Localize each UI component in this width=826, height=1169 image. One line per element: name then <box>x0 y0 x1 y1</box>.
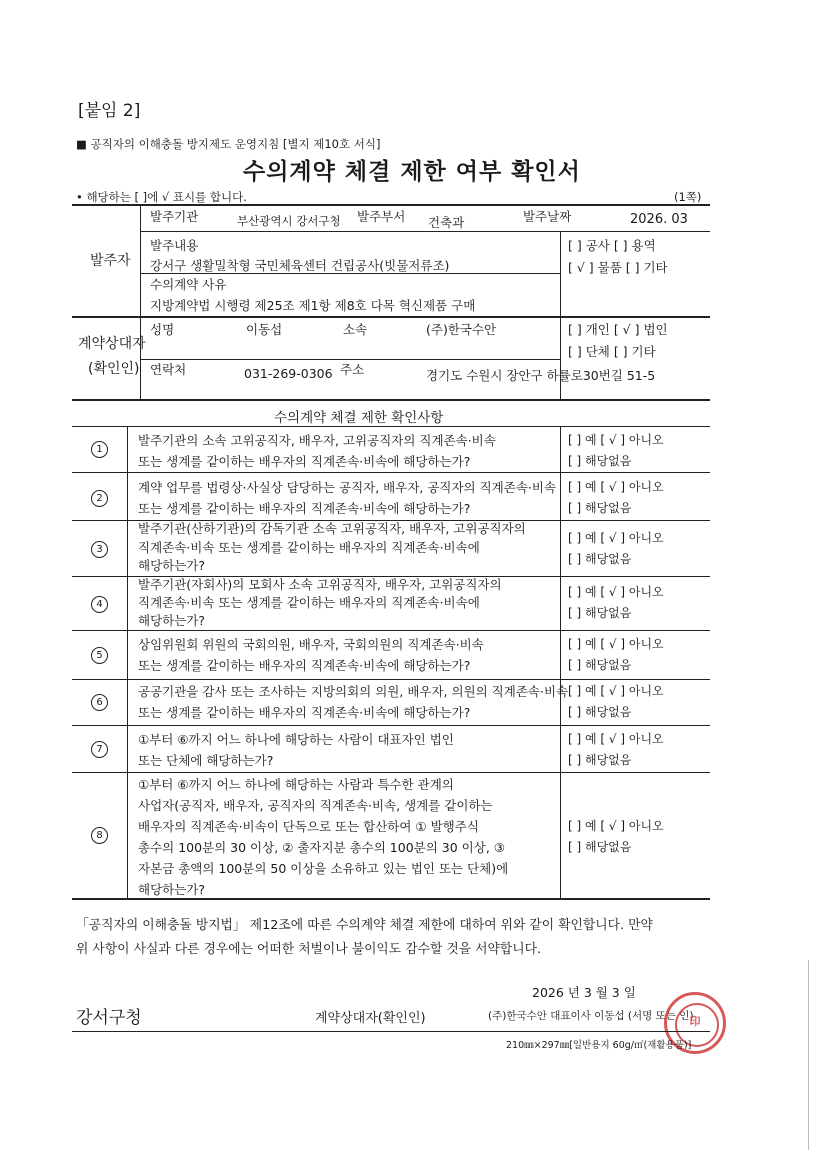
item-question <box>138 520 526 576</box>
item-question <box>138 729 454 771</box>
contact-value: 031-269-0306 <box>244 366 333 381</box>
item-number: 6 <box>91 694 108 711</box>
seal-text: 印 <box>689 1015 701 1028</box>
item-answer <box>568 816 664 858</box>
instruction: • 해당하는 [ ]에 √ 표시를 합니다. <box>76 190 247 204</box>
attachment-label: [붙임 2] <box>78 101 141 121</box>
answer-na: [ ] 해당없음 <box>568 705 632 719</box>
name-value: 이동섭 <box>246 322 283 337</box>
item-question <box>138 477 556 519</box>
item-number: 8 <box>91 827 108 844</box>
question-line: ①부터 ⑥까지 어느 하나에 해당하는 사람과 특수한 관계의 <box>138 777 454 792</box>
item-number: 7 <box>91 741 108 758</box>
statement-line: 「공직자의 이해충돌 방지법」 제12조에 따른 수의계약 체결 제한에 대하여 위와 같이 확인합니다. 만약 <box>76 918 653 933</box>
item-answer <box>568 681 664 723</box>
client-type-row2: [ √ ] 물품 [ ] 기타 <box>568 260 668 275</box>
answer-yes-no: [ ] 예 [ √ ] 아니오 <box>568 433 664 447</box>
page-title: 수의계약 체결 제한 여부 확인서 <box>243 159 581 185</box>
row-divider <box>72 630 710 631</box>
contractor-type-row1: [ ] 개인 [ √ ] 법인 <box>568 322 668 337</box>
item-number: 5 <box>91 647 108 664</box>
section-divider <box>72 316 710 318</box>
item-question <box>138 576 502 630</box>
column-divider <box>127 426 128 899</box>
question-line: 상임위원회 위원의 국회의원, 배우자, 국회의원의 직계존속·비속 <box>138 637 484 652</box>
contractor-section-label: 계약상대자 <box>78 336 146 352</box>
statement-line: 위 사항이 사실과 다른 경우에는 어떠한 처벌이나 불이익도 감수할 것을 서약합니다. <box>76 942 542 957</box>
question-line: 직계존속·비속 또는 생계를 같이하는 배우자의 직계존속·비속에 <box>138 595 480 610</box>
question-line: 해당하는가? <box>138 558 206 573</box>
answer-na: [ ] 해당없음 <box>568 658 632 672</box>
org-label: 소속 <box>343 322 368 337</box>
agency-label: 발주기관 <box>150 209 199 224</box>
item-number: 4 <box>91 596 108 613</box>
question-line: 발주기관(산하기관)의 감독기관 소속 고위공직자, 배우자, 고위공직자의 <box>138 521 526 536</box>
question-line: 또는 생계를 같이하는 배우자의 직계존속·비속에 해당하는가? <box>138 705 471 720</box>
date-label: 발주날짜 <box>523 209 572 224</box>
paper-spec: 210㎜×297㎜[일반용지 60g/㎡(재활용품)] <box>506 1040 692 1051</box>
item-answer <box>568 729 664 771</box>
question-line: 해당하는가? <box>138 882 206 897</box>
dept-label: 발주부서 <box>357 209 406 224</box>
contractor-section-sublabel: (확인인) <box>88 361 140 377</box>
name-label: 성명 <box>150 322 175 337</box>
answer-yes-no: [ ] 예 [ √ ] 아니오 <box>568 637 664 651</box>
item-answer <box>568 528 664 570</box>
question-line: 발주기관(자회사)의 모회사 소속 고위공직자, 배우자, 고위공직자의 <box>138 577 502 592</box>
item-number: 2 <box>91 490 108 507</box>
row-divider <box>72 679 710 680</box>
item-answer <box>568 634 664 676</box>
answer-yes-no: [ ] 예 [ √ ] 아니오 <box>568 732 664 746</box>
contact-label: 연락처 <box>150 362 187 377</box>
sign-date: 2026 년 3 월 3 일 <box>532 985 636 1000</box>
question-line: 또는 생계를 같이하는 배우자의 직계존속·비속에 해당하는가? <box>138 658 471 673</box>
signer-value: (주)한국수안 대표이사 이동섭 (서명 또는 인) <box>488 1010 694 1022</box>
question-line: 총수의 100분의 30 이상, ② 출자지분 총수의 100분의 30 이상, ③ <box>138 840 505 855</box>
item-question <box>138 634 484 676</box>
question-line: ①부터 ⑥까지 어느 하나에 해당하는 사람이 대표자인 법인 <box>138 732 454 747</box>
guideline-ref: ■ 공직자의 이해충돌 방지제도 운영지침 [별지 제10호 서식] <box>76 137 381 151</box>
answer-na: [ ] 해당없음 <box>568 552 632 566</box>
answer-na: [ ] 해당없음 <box>568 606 632 620</box>
footer-divider <box>72 1031 710 1032</box>
answer-na: [ ] 해당없음 <box>568 501 632 515</box>
row-divider <box>140 231 710 232</box>
contractor-type-row2: [ ] 단체 [ ] 기타 <box>568 344 656 359</box>
answer-yes-no: [ ] 예 [ √ ] 아니오 <box>568 819 664 833</box>
answer-na: [ ] 해당없음 <box>568 454 632 468</box>
item-answer <box>568 477 664 519</box>
reason-label: 수의계약 사유 <box>150 277 227 292</box>
question-line: 또는 생계를 같이하는 배우자의 직계존속·비속에 해당하는가? <box>138 454 471 469</box>
answer-yes-no: [ ] 예 [ √ ] 아니오 <box>568 585 664 599</box>
address-value: 경기도 수원시 장안구 하률로30번길 51-5 <box>426 368 656 383</box>
org-value: (주)한국수안 <box>426 322 497 337</box>
dept-value: 건축과 <box>428 215 465 230</box>
reason-value: 지방계약법 시행령 제25조 제1항 제8호 다목 혁신제품 구매 <box>150 298 476 313</box>
question-line: 계약 업무를 법령상·사실상 담당하는 공직자, 배우자, 공직자의 직계존속·비속 <box>138 480 557 495</box>
content-label: 발주내용 <box>150 238 199 253</box>
column-divider <box>560 426 561 899</box>
question-line: 공공기관을 감사 또는 조사하는 지방의회의 의원, 배우자, 의원의 직계존속·비속 <box>138 684 569 699</box>
question-line: 발주기관의 소속 고위공직자, 배우자, 고위공직자의 직계존속·비속 <box>138 433 496 448</box>
item-question <box>138 774 508 900</box>
question-line: 배우자의 직계존속·비속이 단독으로 또는 합산하여 ① 발행주식 <box>138 819 479 834</box>
content-value: 강서구 생활밀착형 국민체육센터 건립공사(빗물저류조) <box>150 258 450 273</box>
question-line: 사업자(공직자, 배우자, 공직자의 직계존속·비속, 생계를 같이하는 <box>138 798 493 813</box>
client-type-row1: [ ] 공사 [ ] 용역 <box>568 238 656 253</box>
question-line: 또는 생계를 같이하는 배우자의 직계존속·비속에 해당하는가? <box>138 501 471 516</box>
address-label: 주소 <box>340 362 365 377</box>
answer-yes-no: [ ] 예 [ √ ] 아니오 <box>568 531 664 545</box>
table-top-border <box>72 204 710 206</box>
item-question <box>138 681 568 723</box>
client-section-label: 발주자 <box>90 253 131 269</box>
question-line: 해당하는가? <box>138 613 206 628</box>
question-line: 자본금 총액의 100분의 50 이상을 소유하고 있는 법인 또는 단체)에 <box>138 861 509 876</box>
answer-na: [ ] 해당없음 <box>568 840 632 854</box>
section-divider <box>72 399 710 401</box>
item-answer <box>568 430 664 472</box>
column-divider <box>140 204 141 399</box>
row-divider <box>72 725 710 726</box>
scan-edge <box>808 960 809 1150</box>
answer-yes-no: [ ] 예 [ √ ] 아니오 <box>568 480 664 494</box>
recipient: 강서구청 <box>76 1008 142 1028</box>
check-header: 수의계약 체결 제한 확인사항 <box>274 410 444 426</box>
row-divider <box>72 772 710 773</box>
item-number: 1 <box>91 441 108 458</box>
item-answer <box>568 582 664 624</box>
page-label: (1쪽) <box>674 190 702 204</box>
item-question <box>138 430 496 472</box>
answer-yes-no: [ ] 예 [ √ ] 아니오 <box>568 684 664 698</box>
signer-label: 계약상대자(확인인) <box>315 1011 426 1026</box>
question-line: 직계존속·비속 또는 생계를 같이하는 배우자의 직계존속·비속에 <box>138 539 480 555</box>
row-divider <box>72 426 710 427</box>
item-number: 3 <box>91 541 108 558</box>
question-line: 또는 단체에 해당하는가? <box>138 753 274 768</box>
date-value: 2026. 03 <box>630 212 688 227</box>
answer-na: [ ] 해당없음 <box>568 753 632 767</box>
row-divider <box>72 472 710 473</box>
agency-value: 부산광역시 강서구청 <box>237 214 341 228</box>
